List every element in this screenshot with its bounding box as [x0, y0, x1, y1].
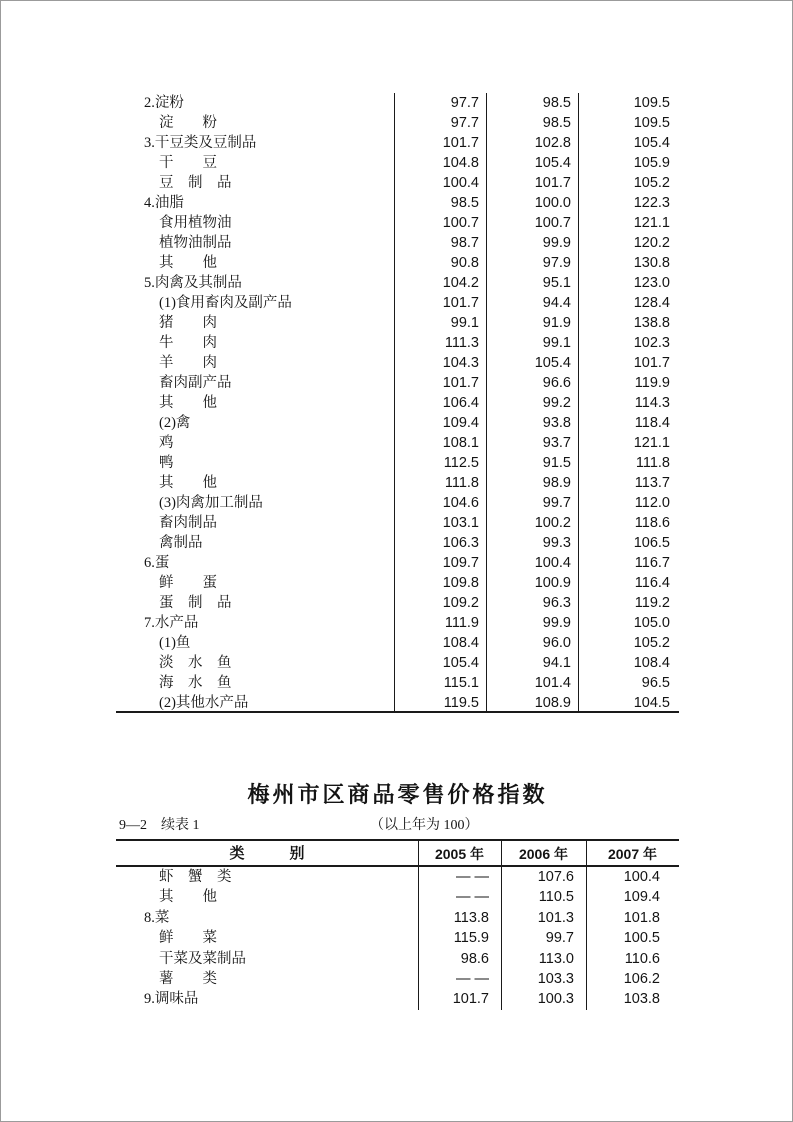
row-label: 3.干豆类及豆制品	[144, 135, 257, 151]
table-number: 9—2 续表 1	[119, 818, 200, 833]
value-2007: 105.0	[633, 615, 670, 631]
value-2007: 122.3	[633, 195, 670, 211]
value-2006: 96.3	[542, 595, 571, 611]
row-label: 羊 肉	[159, 355, 217, 371]
value-2005: 101.7	[452, 991, 489, 1008]
row-label: 淀 粉	[159, 115, 217, 131]
value-2007: 120.2	[633, 235, 670, 251]
row-label: 禽制品	[159, 535, 203, 551]
value-2005: 101.7	[442, 135, 479, 151]
value-2006: 93.7	[542, 435, 571, 451]
column-divider	[486, 93, 487, 711]
table-row	[116, 93, 679, 113]
row-label: 牛 肉	[159, 335, 217, 351]
value-2006: 94.4	[542, 295, 571, 311]
value-2005: 111.9	[444, 615, 479, 631]
table-row	[116, 928, 679, 948]
table-row	[116, 153, 679, 173]
value-2006: 98.5	[542, 115, 571, 131]
value-2007: 114.3	[634, 395, 670, 411]
value-2006: 110.5	[538, 889, 574, 906]
row-label: 畜肉制品	[159, 515, 217, 531]
row-label: 其 他	[159, 889, 217, 906]
value-2005: 98.5	[450, 195, 479, 211]
value-2005: 101.7	[442, 295, 479, 311]
base-year-note: （以上年为 100）	[370, 818, 479, 833]
value-2007: 119.9	[634, 375, 670, 391]
table-row	[116, 969, 679, 989]
page-title: 梅州市区商品零售价格指数	[247, 782, 548, 807]
value-2006: 101.3	[537, 909, 574, 926]
row-label: 其 他	[159, 475, 217, 491]
row-label: 鲜 蛋	[159, 575, 217, 591]
value-2007: 103.8	[623, 991, 660, 1008]
value-2005: 112.5	[443, 455, 479, 471]
value-2007: 109.4	[623, 889, 660, 906]
table-row	[116, 887, 679, 907]
row-label: 2.淀粉	[144, 95, 184, 111]
value-2007: 130.8	[633, 255, 670, 271]
row-label: 薯 类	[159, 970, 217, 987]
row-label: (3)肉禽加工制品	[159, 495, 263, 511]
value-2007: 109.5	[633, 115, 670, 131]
value-2007: 110.6	[624, 950, 660, 967]
table-row	[116, 133, 679, 153]
header-2005: 2005 年	[434, 846, 485, 862]
value-2007: 105.2	[633, 175, 670, 191]
value-2006: 95.1	[542, 275, 571, 291]
table-row	[116, 353, 679, 373]
row-label: 6.蛋	[144, 555, 170, 571]
value-2007: 123.0	[633, 275, 670, 291]
row-label: 鸭	[159, 455, 174, 471]
value-2005: 97.7	[450, 115, 479, 131]
value-2007: 121.1	[633, 435, 670, 451]
row-label: 干菜及菜制品	[159, 950, 246, 967]
value-2006: 98.9	[542, 475, 571, 491]
value-2006: 101.7	[534, 175, 571, 191]
table-row	[116, 613, 679, 633]
table-row	[116, 113, 679, 133]
table-row	[116, 593, 679, 613]
row-label: 其 他	[159, 255, 217, 271]
value-2006: 98.5	[542, 95, 571, 111]
table-row	[116, 173, 679, 193]
table-row	[116, 193, 679, 213]
row-label: (1)食用畜肉及副产品	[159, 295, 292, 311]
value-2007: 121.1	[633, 215, 670, 231]
value-2005: 105.4	[442, 655, 479, 671]
value-2005: 115.9	[453, 930, 489, 947]
value-2007: 128.4	[633, 295, 670, 311]
value-2006: 97.9	[542, 255, 571, 271]
value-2006: 113.0	[538, 950, 574, 967]
row-label: 虾 蟹 类	[159, 869, 232, 885]
table-row	[116, 413, 679, 433]
value-2005: 111.3	[444, 335, 479, 351]
value-2007: 104.5	[633, 695, 670, 711]
price-index-table	[116, 839, 679, 1010]
value-2005: 104.2	[442, 275, 479, 291]
value-2007: 138.8	[633, 315, 670, 331]
value-2005: 109.8	[442, 575, 479, 591]
value-2005: 109.2	[442, 595, 479, 611]
value-2005: 104.3	[442, 355, 479, 371]
value-2005: 101.7	[442, 375, 479, 391]
row-label: 猪 肉	[159, 315, 217, 331]
column-divider	[418, 841, 419, 1010]
value-2005: 108.1	[442, 435, 479, 451]
value-2007: 106.5	[633, 535, 670, 551]
row-label: 淡 水 鱼	[159, 655, 232, 671]
value-2005: — —	[455, 970, 489, 987]
value-2007: 106.2	[623, 970, 660, 987]
table-meta-line	[119, 816, 679, 836]
row-label: (1)鱼	[159, 635, 191, 651]
table-row	[116, 673, 679, 693]
value-2006: 100.4	[534, 555, 571, 571]
value-2006: 107.6	[537, 869, 574, 885]
value-2007: 116.7	[634, 555, 670, 571]
row-label: 8.菜	[144, 909, 170, 926]
value-2005: 100.7	[442, 215, 479, 231]
value-2007: 112.0	[634, 495, 670, 511]
table-row	[116, 473, 679, 493]
table-row	[116, 493, 679, 513]
column-divider	[501, 841, 502, 1010]
row-label: 干 豆	[159, 155, 217, 171]
value-2005: 106.4	[442, 395, 479, 411]
value-2006: 99.2	[542, 395, 571, 411]
value-2006: 96.6	[542, 375, 571, 391]
row-label: 4.油脂	[144, 195, 184, 211]
table-body	[116, 867, 679, 1010]
table-row	[116, 333, 679, 353]
value-2007: 101.8	[623, 909, 660, 926]
value-2005: 109.4	[442, 415, 479, 431]
value-2006: 94.1	[542, 655, 571, 671]
value-2005: 109.7	[442, 555, 479, 571]
table-row	[116, 653, 679, 673]
column-divider	[578, 93, 579, 711]
value-2005: 106.3	[442, 535, 479, 551]
row-label: 9.调味品	[144, 991, 199, 1008]
value-2006: 108.9	[534, 695, 571, 711]
value-2006: 99.7	[542, 495, 571, 511]
row-label: 海 水 鱼	[159, 675, 232, 691]
value-2006: 100.2	[534, 515, 571, 531]
table-row	[116, 433, 679, 453]
value-2007: 105.2	[633, 635, 670, 651]
continued-price-table	[116, 93, 679, 713]
value-2007: 101.7	[633, 355, 670, 371]
value-2005: 111.8	[444, 475, 479, 491]
value-2007: 100.4	[623, 869, 660, 885]
value-2005: 97.7	[450, 95, 479, 111]
table-row	[116, 373, 679, 393]
value-2006: 93.8	[542, 415, 571, 431]
row-label: 鲜 菜	[159, 930, 217, 947]
table-row	[116, 949, 679, 969]
value-2005: 98.6	[460, 950, 489, 967]
column-divider	[394, 93, 395, 711]
value-2005: 100.4	[442, 175, 479, 191]
table-row	[116, 553, 679, 573]
row-label: 其 他	[159, 395, 217, 411]
value-2006: 100.7	[534, 215, 571, 231]
header-category: 类 别	[229, 845, 305, 862]
value-2006: 99.9	[542, 235, 571, 251]
value-2006: 100.9	[534, 575, 571, 591]
table-row	[116, 533, 679, 553]
value-2007: 100.5	[623, 930, 660, 947]
header-2006: 2006 年	[518, 846, 569, 862]
row-label: 植物油制品	[159, 235, 232, 251]
value-2007: 118.6	[634, 515, 670, 531]
value-2005: 104.6	[442, 495, 479, 511]
header-2007: 2007 年	[607, 846, 658, 862]
value-2005: 119.5	[443, 695, 479, 711]
value-2006: 103.3	[537, 970, 574, 987]
value-2007: 118.4	[634, 415, 670, 431]
value-2006: 100.3	[537, 991, 574, 1008]
value-2006: 91.9	[542, 315, 571, 331]
row-label: 7.水产品	[144, 615, 199, 631]
table-row	[116, 313, 679, 333]
value-2006: 102.8	[534, 135, 571, 151]
value-2005: 108.4	[442, 635, 479, 651]
value-2006: 99.3	[542, 535, 571, 551]
table-row	[116, 253, 679, 273]
table-row	[116, 513, 679, 533]
value-2005: 98.7	[450, 235, 479, 251]
row-label: (2)其他水产品	[159, 695, 249, 711]
value-2007: 105.4	[633, 135, 670, 151]
value-2006: 100.0	[534, 195, 571, 211]
row-label: (2)禽	[159, 415, 191, 431]
value-2005: 104.8	[442, 155, 479, 171]
table-row	[116, 453, 679, 473]
table-row	[116, 633, 679, 653]
value-2005: 113.8	[453, 909, 489, 926]
value-2006: 99.7	[545, 930, 574, 947]
row-label: 蛋 制 品	[159, 595, 232, 611]
table-body	[116, 93, 679, 713]
value-2005: — —	[455, 889, 489, 906]
value-2006: 96.0	[542, 635, 571, 651]
value-2007: 111.8	[635, 455, 670, 471]
value-2007: 96.5	[641, 675, 670, 691]
table-row	[116, 908, 679, 928]
row-label: 豆 制 品	[159, 175, 232, 191]
value-2006: 105.4	[534, 355, 571, 371]
table-header-row	[116, 841, 679, 867]
value-2007: 102.3	[633, 335, 670, 351]
value-2007: 105.9	[633, 155, 670, 171]
value-2006: 101.4	[534, 675, 571, 691]
table-row	[116, 693, 679, 713]
row-label: 5.肉禽及其制品	[144, 275, 242, 291]
table-row	[116, 989, 679, 1009]
value-2006: 105.4	[534, 155, 571, 171]
value-2007: 108.4	[633, 655, 670, 671]
value-2006: 91.5	[542, 455, 571, 471]
table-row	[116, 293, 679, 313]
table-row	[116, 213, 679, 233]
value-2005: 99.1	[450, 315, 479, 331]
value-2005: 90.8	[450, 255, 479, 271]
table-row	[116, 867, 679, 887]
value-2006: 99.1	[542, 335, 571, 351]
value-2007: 116.4	[634, 575, 670, 591]
value-2007: 109.5	[633, 95, 670, 111]
table-row	[116, 273, 679, 293]
value-2007: 113.7	[634, 475, 670, 491]
value-2007: 119.2	[634, 595, 670, 611]
row-label: 鸡	[159, 435, 174, 451]
table-row	[116, 393, 679, 413]
table-row	[116, 233, 679, 253]
row-label: 畜肉副产品	[159, 375, 232, 391]
row-label: 食用植物油	[159, 215, 232, 231]
value-2005: 103.1	[442, 515, 479, 531]
table-row	[116, 573, 679, 593]
value-2006: 99.9	[542, 615, 571, 631]
value-2005: 115.1	[443, 675, 479, 691]
value-2005: — —	[455, 869, 489, 885]
column-divider	[586, 841, 587, 1010]
